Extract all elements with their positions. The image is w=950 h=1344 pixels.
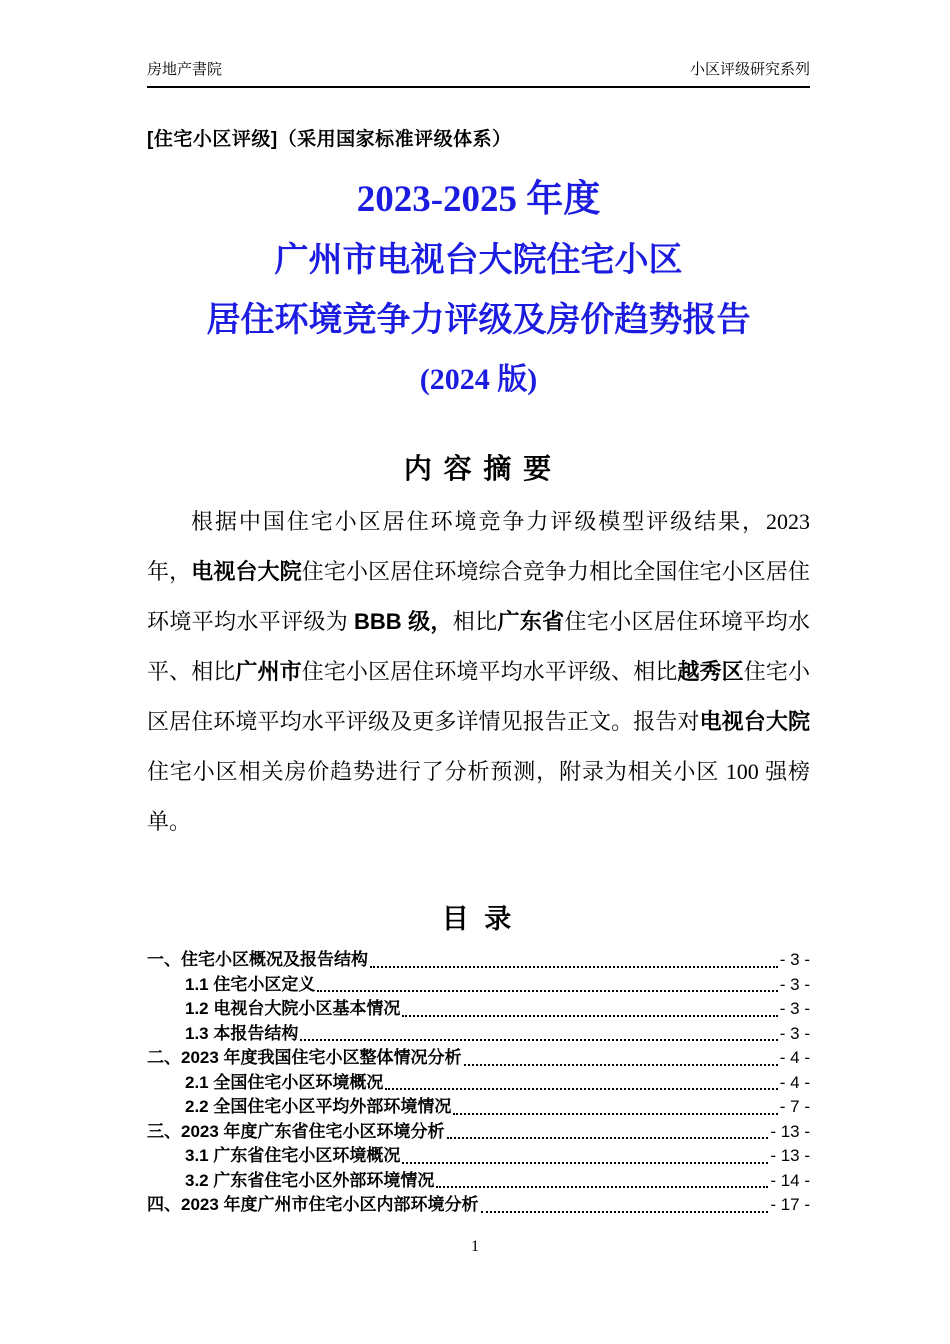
toc-dot-leader <box>300 1039 777 1041</box>
toc-dot-leader <box>402 1162 768 1164</box>
toc-entry-page: - 13 - <box>770 1121 810 1141</box>
toc-entry-page: - 14 - <box>770 1170 810 1190</box>
toc-entry <box>147 948 810 973</box>
toc-dot-leader <box>481 1211 769 1213</box>
header-brand-text: 房地产書院 <box>147 61 223 78</box>
toc-entry-label: 3.2 广东省住宅小区外部环境情况 <box>185 1170 435 1190</box>
title-years: 2023-2025 年度 <box>356 179 601 220</box>
summary-segment: 住宅小区相关房价趋势进行了分析预测，附录为相关小区 100 强榜单。 <box>147 759 810 834</box>
toc-entry-label: 1.1 住宅小区定义 <box>185 974 316 994</box>
summary-segment: 住宅小区居住环境平均水平评级、相比 <box>301 659 678 684</box>
toc-entry-page: - 3 - <box>779 999 810 1018</box>
toc-entry-label: 1.3 本报告结构 <box>185 1023 299 1043</box>
summary-segment: 根据中国住宅小区居住环境竞争力评级模型评级结果，2023 年， <box>147 509 810 584</box>
rating-system-note: [住宅小区评级]（采用国家标准评级体系） <box>147 129 512 150</box>
toc-entry-label: 三、2023 年度广东省住宅小区环境分析 <box>147 1121 445 1141</box>
toc-entry <box>147 1193 810 1218</box>
summary-segment: 住宅小区居住环境平均水平、相比 <box>147 609 810 684</box>
page-content <box>0 58 950 1218</box>
toc-entry-label: 二、2023 年度我国住宅小区整体情况分析 <box>147 1048 462 1067</box>
toc-entry-page: - 4 - <box>779 1072 810 1092</box>
toc-entry <box>147 973 810 998</box>
summary-segment: 住宅小区居住环境平均水平评级及更多详情见报告正文。报告对 <box>147 659 810 734</box>
toc-entry-label: 2.1 全国住宅小区环境概况 <box>185 1072 384 1092</box>
toc-entry <box>147 1144 810 1169</box>
toc-heading: 目 录 <box>441 904 516 934</box>
toc-entry <box>147 1046 810 1071</box>
toc-dot-leader <box>317 990 777 992</box>
toc-dot-leader <box>447 1137 769 1139</box>
summary-segment-bold: 广东省 <box>497 609 565 634</box>
summary-segment-bold: 电视台大院 <box>699 709 810 734</box>
summary-heading: 内 容 摘 要 <box>403 453 554 484</box>
toc-entry-page: - 3 - <box>779 950 810 969</box>
toc-entry-label: 一、住宅小区概况及报告结构 <box>147 950 368 969</box>
summary-segment: 住宅小区居住环境综合竞争力相比全国住宅小区居住环境平均水平评级为 <box>147 559 810 634</box>
title-community-name: 广州市电视台大院住宅小区 <box>274 242 683 279</box>
summary-segment-bold: BBB 级， <box>353 609 453 634</box>
title-edition: (2024 版) <box>419 363 538 396</box>
summary-segment-bold: 电视台大院 <box>191 559 302 584</box>
toc-dot-leader <box>436 1186 768 1188</box>
summary-segment-bold: 越秀区 <box>677 659 744 684</box>
toc-dot-leader <box>402 1015 777 1017</box>
toc-entry-label: 1.2 电视台大院小区基本情况 <box>185 999 401 1018</box>
toc-entry <box>147 1022 810 1047</box>
header-series-text: 小区评级研究系列 <box>689 61 810 78</box>
summary-segment-bold: 广州市 <box>235 659 302 684</box>
toc-entry-page: - 3 - <box>779 1023 810 1043</box>
report-title-block <box>147 169 810 409</box>
toc-dot-leader <box>370 966 778 968</box>
toc-entry-label: 3.1 广东省住宅小区环境概况 <box>185 1146 401 1165</box>
title-report-subject: 居住环境竞争力评级及房价趋势报告 <box>206 302 751 339</box>
page-number: 1 <box>471 1238 479 1255</box>
toc-entry <box>147 1169 810 1194</box>
toc-entry <box>147 997 810 1022</box>
toc-entry-label: 四、2023 年度广州市住宅小区内部环境分析 <box>147 1195 479 1214</box>
page-header <box>147 58 810 88</box>
toc-entry <box>147 1095 810 1120</box>
summary-paragraph <box>147 497 810 847</box>
toc-dot-leader <box>453 1113 777 1115</box>
toc-entry-page: - 4 - <box>779 1048 810 1067</box>
toc-dot-leader <box>385 1088 777 1090</box>
toc-entry <box>147 1120 810 1145</box>
toc-entry-page: - 7 - <box>779 1097 810 1116</box>
toc-entry-page: - 3 - <box>779 974 810 994</box>
toc-entry-label: 2.2 全国住宅小区平均外部环境情况 <box>185 1097 452 1116</box>
toc-dot-leader <box>464 1064 778 1066</box>
toc-entry <box>147 1071 810 1096</box>
table-of-contents <box>147 948 810 1218</box>
summary-segment: 相比 <box>452 609 498 634</box>
toc-entry-page: - 17 - <box>770 1195 810 1214</box>
toc-entry-page: - 13 - <box>770 1146 810 1165</box>
